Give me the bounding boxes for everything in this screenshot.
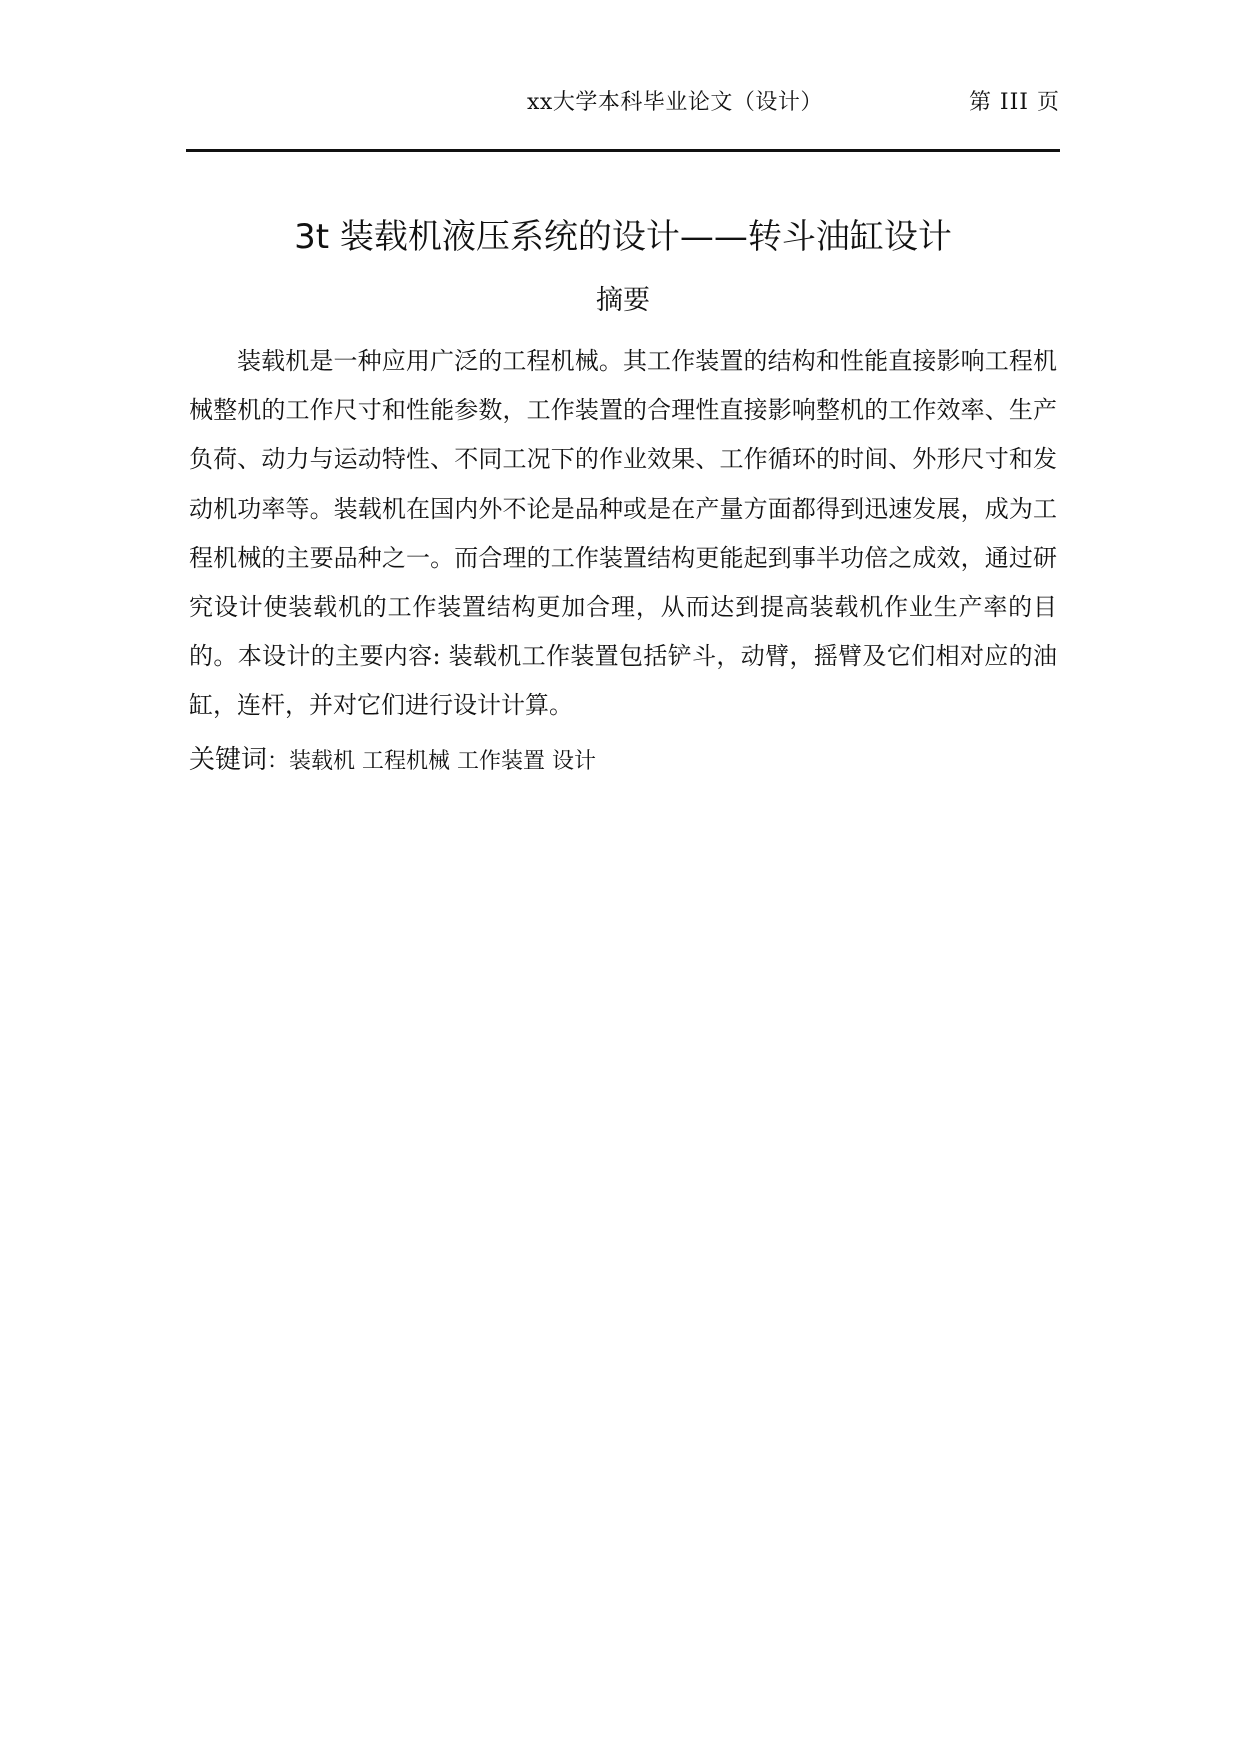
abstract-paragraph: 装载机是一种应用广泛的工程机械。其工作装置的结构和性能直接影响工程机械整机的工作尺寸和性能参数，工作装置的合理性直接影响整机的工作效率、生产 负荷、动力与运动特性、不同工况下的作业效果、工作循环的时间、外形尺寸和发动机功率等。装载机在国内外不论是品种或是在产量方面都得到迅速发展，成为工程机械的主要品种之一。而合理的工作装置结构更能起到事半功倍之成效，通过研究设计使装载机的工作装置结构更加合理，从而达到提高装载机作业生产率的目的。本设计的主要内容: 装载机工作装置包括铲斗，动臂，摇臂及它们相对应的油缸，连杆，并对它们进行设计计算。 — [189, 347, 1057, 720]
header-divider — [186, 149, 1060, 152]
keywords-label: 关键词 — [189, 745, 268, 775]
keywords-separator: ： — [267, 749, 290, 774]
keywords-list: 装载机 工程机械 工作装置 设计 — [289, 749, 597, 774]
page-header — [186, 86, 1060, 120]
document-title: 3t 装载机液压系统的设计——转斗油缸设计 — [294, 217, 952, 257]
page-number: 第 III 页 — [968, 90, 1060, 115]
abstract-heading: 摘要 — [596, 285, 650, 316]
keywords-line — [189, 740, 1057, 783]
header-title: xx大学本科毕业论文（设计） — [527, 90, 823, 115]
